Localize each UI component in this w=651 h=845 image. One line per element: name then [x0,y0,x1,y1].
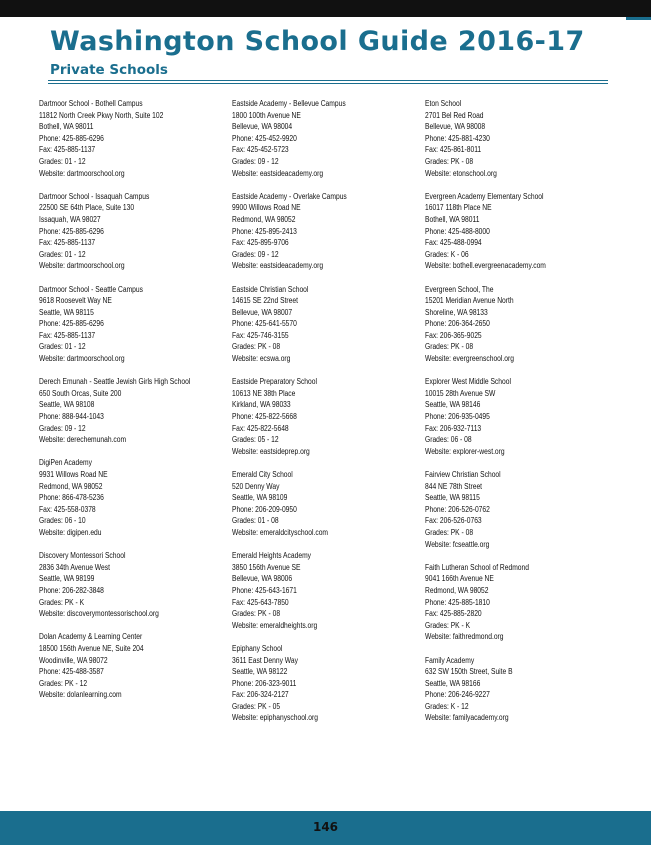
school-website: Website: faithredmond.org [425,632,504,642]
school-website: Website: epiphanyschool.org [232,713,318,723]
school-website: Website: familyacademy.org [425,713,509,723]
school-city: Seattle, WA 98115 [39,307,94,317]
school-entry [39,376,211,446]
school-grades: Grades: 01 - 12 [39,156,86,166]
school-name: Eastside Christian School [232,284,309,294]
school-website: Website: dartmoorschool.org [39,261,125,271]
school-phone: Phone: 206-935-0495 [425,412,490,422]
school-city: Bothell, WA 98011 [39,122,94,132]
school-address: 10613 NE 38th Place [232,388,296,398]
school-address: 2836 34th Avenue West [39,562,110,572]
footer-bar [0,811,651,845]
school-website: Website: emeraldheights.org [232,620,318,630]
school-name: Epiphany School [232,643,283,653]
school-name: Evergreen Academy Elementary School [425,191,544,201]
section-subtitle: Private Schools [50,62,168,78]
school-city: Bellevue, WA 98008 [425,122,486,132]
school-city: Seattle, WA 98115 [425,493,480,503]
school-fax: Fax: 206-932-7113 [425,423,482,433]
school-website: Website: ecswa.org [232,354,291,364]
top-accent-stripe [626,17,651,20]
school-name: Dartmoor School - Bothell Campus [39,99,143,108]
school-name: Derech Emunah - Seattle Jewish Girls High School [39,377,191,387]
header-rule-bottom [48,83,608,84]
school-grades: Grades: 06 - 08 [425,435,472,445]
school-entry [232,643,404,724]
school-phone: Phone: 888-944-1043 [39,412,104,422]
school-entry [232,191,404,272]
school-phone: Phone: 425-641-5570 [232,319,297,329]
school-address: 14615 SE 22nd Street [232,296,298,306]
school-entry [39,191,211,272]
school-website: Website: emeraldcityschool.com [232,527,329,537]
school-city: Seattle, WA 98146 [425,400,481,410]
school-website: Website: evergreenschool.org [425,354,514,364]
school-phone: Phone: 425-822-5668 [232,412,297,422]
school-fax: Fax: 425-643-7850 [232,597,289,607]
school-website: Website: fcseattle.org [425,539,490,549]
school-entry [232,550,404,631]
school-city: Shoreline, WA 98133 [425,307,488,317]
school-grades: Grades: K - 06 [425,249,469,259]
school-fax: Fax: 425-885-1137 [39,238,96,248]
school-fax: Fax: 425-558-0378 [39,504,96,514]
school-grades: Grades: 06 - 10 [39,516,86,526]
school-entry [39,98,211,179]
school-fax: Fax: 425-488-0994 [425,238,482,248]
school-phone: Phone: 206-209-0950 [232,504,297,514]
school-address: 9618 Roosevelt Way NE [39,296,112,306]
school-address: 15201 Meridian Avenue North [425,296,514,306]
school-name: Emerald Heights Academy [232,551,312,561]
listing-column-3 [425,98,625,736]
school-grades: Grades: PK - 12 [39,678,88,688]
school-website: Website: dartmoorschool.org [39,354,125,364]
school-grades: Grades: 05 - 12 [232,435,279,445]
school-phone: Phone: 425-488-3587 [39,667,104,677]
school-name: DigiPen Academy [39,458,92,468]
school-name: Family Academy [425,655,475,665]
school-phone: Phone: 425-488-8000 [425,226,490,236]
school-name: Dolan Academy & Learning Center [39,632,143,642]
school-entry [232,284,404,365]
school-grades: Grades: 01 - 12 [39,342,86,352]
school-entry [232,376,404,457]
school-phone: Phone: 425-885-6296 [39,226,104,236]
listing-column-1 [39,98,239,712]
school-fax: Fax: 425-885-1137 [39,145,96,155]
school-address: 650 South Orcas, Suite 200 [39,388,122,398]
school-city: Redmond, WA 98052 [425,585,489,595]
school-website: Website: explorer-west.org [425,446,505,456]
school-name: Eton School [425,99,462,108]
school-entry [425,562,597,643]
school-entry [39,284,211,365]
school-website: Website: dartmoorschool.org [39,168,125,178]
school-phone: Phone: 425-452-9920 [232,133,297,143]
school-fax: Fax: 425-452-5723 [232,145,289,155]
school-name: Emerald City School [232,470,293,479]
school-website: Website: eastsideacademy.org [232,261,324,271]
school-city: Bellevue, WA 98007 [232,307,293,317]
school-website: Website: bothell.evergreenacademy.com [425,261,546,271]
school-name: Fairview Christian School [425,470,501,479]
school-address: 16017 118th Place NE [425,203,492,213]
school-entry [425,469,597,550]
school-phone: Phone: 425-885-6296 [39,319,104,329]
school-city: Redmond, WA 98052 [39,481,103,491]
school-address: 9931 Willows Road NE [39,470,108,479]
school-address: 2701 Bel Red Road [425,110,484,120]
school-phone: Phone: 866-478-5236 [39,493,104,503]
school-fax: Fax: 425-895-9706 [232,238,289,248]
school-city: Seattle, WA 98109 [232,493,288,503]
school-entry [425,376,597,457]
school-grades: Grades: PK - 08 [425,156,474,166]
school-fax: Fax: 425-885-1137 [39,330,96,340]
school-grades: Grades: PK - K [425,620,471,630]
school-fax: Fax: 206-526-0763 [425,516,482,526]
school-entry [425,98,597,179]
school-name: Eastside Academy - Overlake Campus [232,191,347,201]
school-address: 1800 100th Avenue NE [232,110,301,120]
school-phone: Phone: 206-323-9011 [232,678,297,688]
school-grades: Grades: PK - 08 [232,342,281,352]
page-title: Washington School Guide 2016-17 [50,26,585,57]
school-phone: Phone: 425-881-4230 [425,133,490,143]
school-website: Website: digipen.edu [39,527,102,537]
school-grades: Grades: 09 - 12 [39,423,86,433]
school-entry [425,191,597,272]
school-name: Discovery Montessori School [39,551,126,561]
school-city: Seattle, WA 98199 [39,574,95,584]
school-website: Website: eastsideprep.org [232,446,310,456]
school-website: Website: derechemunah.com [39,435,127,445]
school-phone: Phone: 425-895-2413 [232,226,297,236]
school-grades: Grades: 01 - 12 [39,249,86,259]
school-website: Website: discoverymontessorischool.org [39,609,159,619]
school-fax: Fax: 206-365-9025 [425,330,482,340]
school-grades: Grades: 09 - 12 [232,249,279,259]
header-rule-top [48,80,608,81]
school-city: Woodinville, WA 98072 [39,655,108,665]
school-fax: Fax: 425-822-5648 [232,423,289,433]
school-name: Faith Lutheran School of Redmond [425,562,530,572]
school-address: 9041 166th Avenue NE [425,574,494,584]
school-phone: Phone: 425-643-1671 [232,585,297,595]
school-address: 632 SW 150th Street, Suite B [425,667,513,677]
school-entry [232,469,404,539]
school-fax: Fax: 425-885-2820 [425,609,482,619]
school-entry [425,284,597,365]
school-name: Evergreen School, The [425,284,494,294]
school-city: Seattle, WA 98122 [232,667,288,677]
school-address: 9900 Willows Road NE [232,203,301,213]
school-phone: Phone: 206-364-2650 [425,319,490,329]
page-number: 146 [312,820,339,834]
school-grades: Grades: 01 - 08 [232,516,279,526]
school-phone: Phone: 206-526-0762 [425,504,490,514]
school-city: Seattle, WA 98108 [39,400,95,410]
school-website: Website: etonschool.org [425,168,497,178]
top-bar [0,0,651,17]
school-entry [39,550,211,620]
school-grades: Grades: PK - K [39,597,85,607]
school-city: Issaquah, WA 98027 [39,214,101,224]
school-website: Website: eastsideacademy.org [232,168,324,178]
school-city: Kirkland, WA 98033 [232,400,291,410]
school-name: Dartmoor School - Seattle Campus [39,284,143,294]
school-address: 18500 156th Avenue NE, Suite 204 [39,643,144,653]
school-name: Explorer West Middle School [425,377,511,387]
listing-column-2 [232,98,432,736]
school-address: 11812 North Creek Pkwy North, Suite 102 [39,110,164,120]
school-grades: Grades: PK - 05 [232,701,281,711]
school-address: 22500 SE 64th Place, Suite 130 [39,203,135,213]
school-grades: Grades: PK - 08 [232,609,281,619]
school-address: 3850 156th Avenue SE [232,562,301,572]
school-fax: Fax: 425-746-3155 [232,330,289,340]
school-city: Bellevue, WA 98004 [232,122,293,132]
school-name: Eastside Academy - Bellevue Campus [232,99,346,108]
school-website: Website: dolanlearning.com [39,690,122,700]
school-address: 3611 East Denny Way [232,655,298,665]
school-city: Bellevue, WA 98006 [232,574,293,584]
school-name: Dartmoor School - Issaquah Campus [39,191,150,201]
school-grades: Grades: PK - 08 [425,527,474,537]
school-grades: Grades: PK - 08 [425,342,474,352]
school-fax: Fax: 206-324-2127 [232,690,289,700]
school-grades: Grades: K - 12 [425,701,469,711]
school-entry [425,655,597,725]
school-city: Bothell, WA 98011 [425,214,480,224]
school-name: Eastside Preparatory School [232,377,317,387]
school-address: 10015 28th Avenue SW [425,388,496,398]
school-entry [39,631,211,701]
school-address: 844 NE 78th Street [425,481,483,491]
school-fax: Fax: 425-861-8011 [425,145,482,155]
school-grades: Grades: 09 - 12 [232,156,279,166]
school-address: 520 Denny Way [232,481,280,491]
school-entry [39,457,211,538]
school-phone: Phone: 425-885-6296 [39,133,104,143]
school-phone: Phone: 206-246-9227 [425,690,490,700]
school-city: Redmond, WA 98052 [232,214,296,224]
school-phone: Phone: 206-282-3848 [39,585,104,595]
school-entry [232,98,404,179]
school-city: Seattle, WA 98166 [425,678,481,688]
school-phone: Phone: 425-885-1810 [425,597,490,607]
